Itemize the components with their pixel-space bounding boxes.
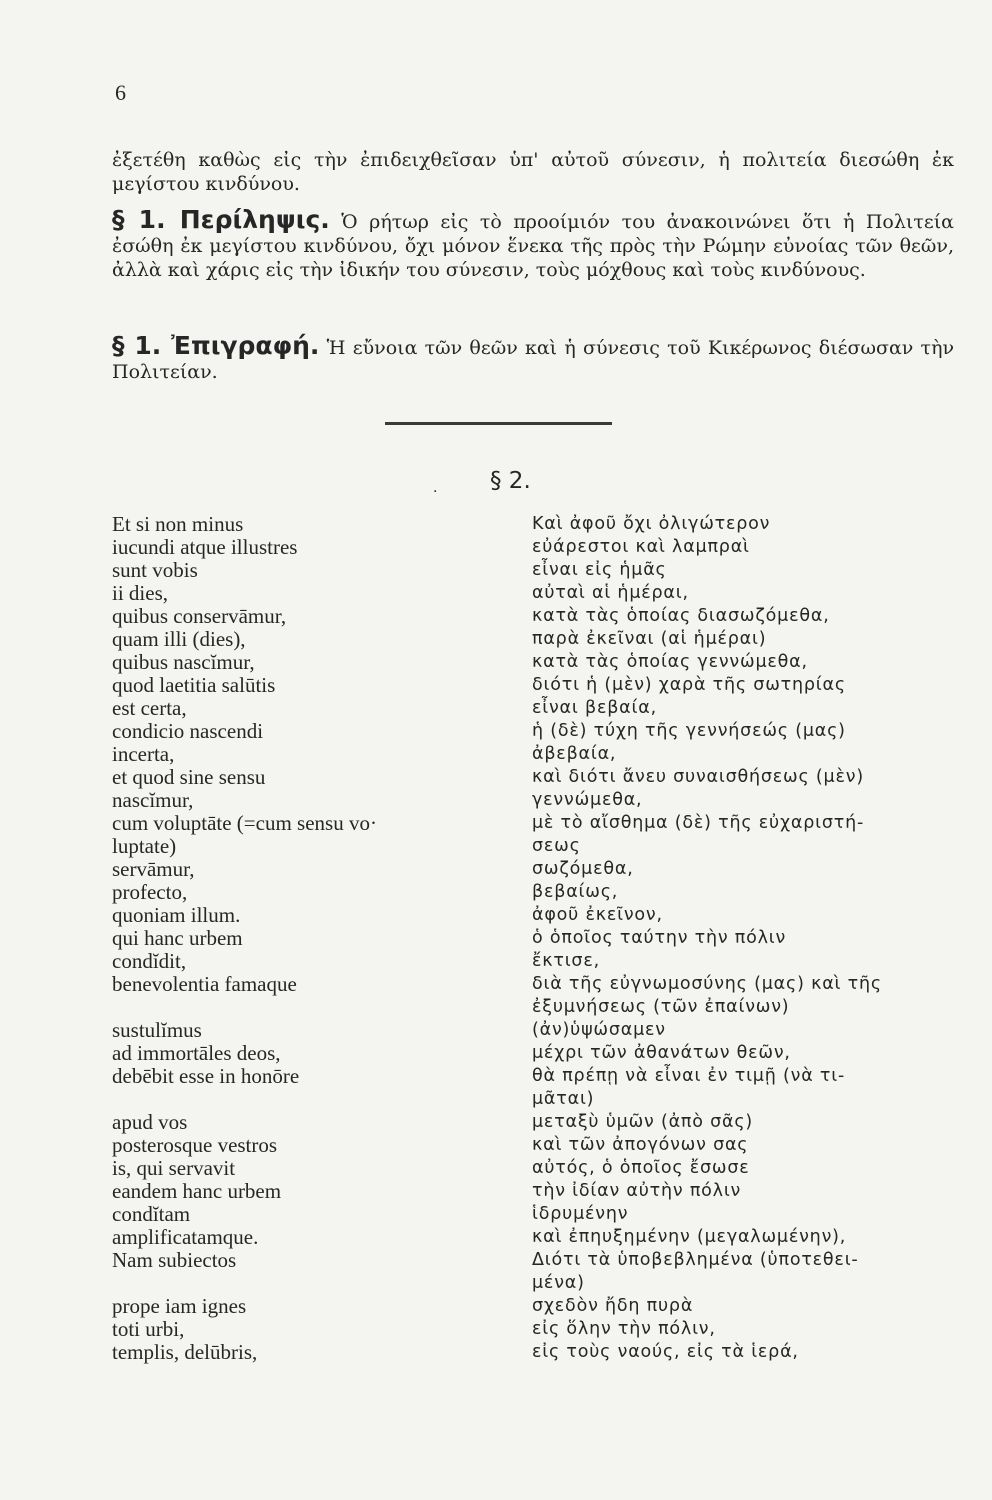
greek-line: σεως [532,836,581,856]
epigraph-heading: § 1. Ἐπιγραφή. [112,331,320,360]
latin-line: incerta, [112,742,175,766]
latin-line: is, qui servavit [112,1156,236,1180]
section-divider [385,422,612,425]
greek-line: ἱδρυμένην [532,1204,629,1224]
greek-line: (ἀν)ὑψώσαμεν [532,1020,666,1040]
epigraph-text: Ἡ εὔνοια τῶν θεῶν καὶ ἡ σύνεσις τοῦ Κικέρωνος διέσωσαν τὴν Πολιτείαν. [112,337,954,383]
greek-line: ἀφοῦ ἐκεῖνον, [532,905,663,925]
latin-line: Nam subiectos [112,1248,237,1272]
latin-line: ad immortāles deos, [112,1041,281,1065]
latin-line: amplificatamque. [112,1225,259,1249]
greek-line: θὰ πρέπῃ νὰ εἶναι ἐν τιμῇ (νὰ τι- [532,1066,846,1086]
greek-line: τὴν ἰδίαν αὐτὴν πόλιν [532,1181,742,1201]
greek-line: μέχρι τῶν ἀθανάτων θεῶν, [532,1043,791,1063]
latin-line: et quod sine sensu [112,765,266,789]
latin-line: debēbit esse in honōre [112,1064,300,1088]
latin-line: est certa, [112,696,187,720]
greek-line: μένα) [532,1273,585,1293]
latin-line: condicio nascendi [112,719,264,743]
greek-line: σχεδὸν ἤδη πυρὰ [532,1296,694,1316]
latin-line [112,1272,512,1295]
latin-line: condĭtam [112,1202,191,1226]
latin-line: ii dies, [112,581,168,605]
greek-line: σωζόμεθα, [532,859,634,879]
greek-line: εὐάρεστοι καὶ λαμπραὶ [532,537,750,557]
latin-line: qui hanc urbem [112,926,243,950]
greek-line: μᾶται) [532,1089,595,1109]
epigraph-paragraph [112,331,954,384]
latin-line: prope iam ignes [112,1294,247,1318]
intro-paragraph: ἐξετέθη καθὼς εἰς τὴν ἐπιδειχθεῖσαν ὑπ' αὐτοῦ σύνεσιν, ἡ πολιτεία διεσώθη ἐκ μεγίστου κινδύνου. [112,149,954,195]
latin-line: Et si non minus [112,512,244,536]
latin-line: nascĭmur, [112,788,194,812]
greek-line: παρὰ ἐκεῖναι (αἱ ἡμέραι) [532,629,767,649]
latin-line: quoniam illum. [112,903,241,927]
greek-line: διὰ τῆς εὐγνωμοσύνης (μας) καὶ τῆς [532,974,882,994]
section-heading: § 2. [490,468,531,494]
greek-line: ἐξυμνήσεως (τῶν ἐπαίνων) [532,997,790,1017]
page-number: 6 [115,80,126,105]
latin-line: toti urbi, [112,1317,185,1341]
stray-dot: . [433,480,438,496]
greek-line: γεννώμεθα, [532,790,643,810]
latin-line: servāmur, [112,857,195,881]
latin-line: luptate) [112,834,177,858]
latin-column [112,513,512,1364]
greek-line: κατὰ τὰς ὁποίας γεννώμεθα, [532,652,808,672]
greek-line: εἶναι εἰς ἡμᾶς [532,560,667,580]
greek-line: Διότι τὰ ὑποβεβλημένα (ὑποτεθει- [532,1250,859,1270]
summary-paragraph [112,205,954,282]
greek-line: καὶ ἐπηυξημένην (μεγαλωμένην), [532,1227,847,1247]
latin-line: condĭdit, [112,949,187,973]
greek-line: κατὰ τὰς ὁποίας διασωζόμεθα, [532,606,830,626]
greek-line: αὐταὶ αἱ ἡμέραι, [532,583,689,603]
greek-line: μὲ τὸ αἴσθημα (δὲ) τῆς εὐχαριστή- [532,813,865,833]
summary-text: Ὁ ρήτωρ εἰς τὸ προοίμιόν του ἀνακοινώνει ὅτι ἡ Πολιτεία ἐσώθη ἐκ μεγίστου κινδύνου, ὄχι μόνον ἕνεκα τῆς πρὸς τὴν Ρώμην εὐνοίας τῶν θεῶν, ἀλλὰ καὶ χάρις εἰς τὴν ἰδικήν του σύνεσιν, τοὺς μόχθους καὶ τοὺς κινδύνους. [112,211,954,281]
summary-heading: § 1. Περίληψις. [112,205,330,234]
greek-line: μεταξὺ ὑμῶν (ἀπὸ σᾶς) [532,1112,754,1132]
latin-line: cum voluptāte (=cum sensu vo· [112,811,377,835]
greek-line: εἰς ὅλην τὴν πόλιν, [532,1319,716,1339]
latin-line: sustulĭmus [112,1018,202,1042]
greek-line: αὐτός, ὁ ὁποῖος ἔσωσε [532,1158,750,1178]
greek-line: καὶ διότι ἄνευ συναισθήσεως (μὲν) [532,767,864,787]
greek-line: ὁ ὁποῖος ταύτην τὴν πόλιν [532,928,787,948]
greek-line: καὶ τῶν ἀπογόνων σας [532,1135,749,1155]
latin-line: profecto, [112,880,188,904]
latin-line: sunt vobis [112,558,198,582]
latin-line: iucundi atque illustres [112,535,298,559]
latin-line: apud vos [112,1110,188,1134]
latin-line: templis, delūbris, [112,1340,258,1364]
greek-line: βεβαίως, [532,882,619,902]
greek-line: ἡ (δὲ) τύχη τῆς γεννήσεώς (μας) [532,721,846,741]
greek-line: ἀβεβαία, [532,744,617,764]
latin-line: benevolentia famaque [112,972,297,996]
greek-line: εἶναι βεβαία, [532,698,657,718]
latin-line: quibus nascĭmur, [112,650,255,674]
greek-line: ἔκτισε, [532,951,600,971]
latin-line: quam illi (dies), [112,627,246,651]
greek-column [532,513,962,1364]
greek-line: Καὶ ἀφοῦ ὄχι ὀλιγώτερον [532,514,771,534]
latin-line: quod laetitia salūtis [112,673,276,697]
latin-line: eandem hanc urbem [112,1179,282,1203]
latin-line: posterosque vestros [112,1133,278,1157]
greek-line: διότι ἡ (μὲν) χαρὰ τῆς σωτηρίας [532,675,846,695]
latin-line [112,1088,512,1111]
latin-line [112,996,512,1019]
greek-line: εἰς τοὺς ναούς, εἰς τὰ ἱερά, [532,1342,799,1362]
latin-line: quibus conservāmur, [112,604,287,628]
